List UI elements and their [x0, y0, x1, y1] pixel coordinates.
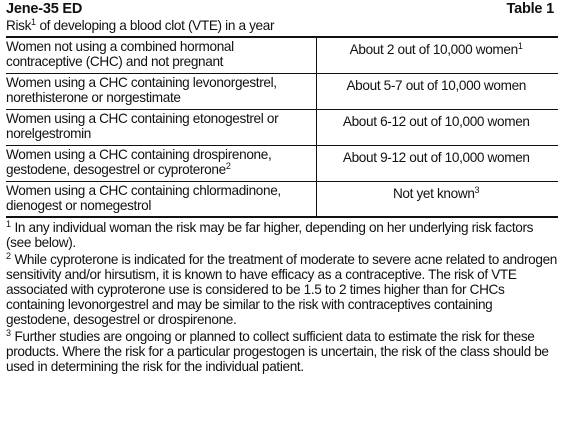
- risk-table: [6, 36, 558, 218]
- footnote-marker: 2: [6, 251, 12, 261]
- footnote-marker: 3: [474, 184, 480, 195]
- document-title: Jene-35 ED: [6, 1, 83, 17]
- risk-value: About 2 out of 10,000 women: [349, 42, 518, 57]
- footnote-text: In any individual woman the risk may be far higher, depending on her underlying risk factors (see below).: [6, 220, 534, 250]
- footnote-2: [6, 252, 558, 327]
- footnote-text: While cyproterone is indicated for the treatment of moderate to severe acne related to androgen sensitivity and/or hirsutism, it is known to have efficacy as a contraceptive. The risk of VTE associated with cyproterone use is considered to be 1.5 to 2 times higher than for CHCs containing levonorgestrel and may be similar to the risk with contraceptives containing gestodene, desogestrel or drospirenone.: [6, 252, 557, 327]
- table-subtitle: [6, 18, 558, 36]
- risk-value-cell: [316, 145, 558, 181]
- group-description: Women using a CHC containing etonogestrel or norelgestromin: [6, 110, 279, 141]
- subtitle-text-end: of developing a blood clot (VTE) in a year: [36, 18, 275, 33]
- table-row: [6, 109, 558, 145]
- group-description: Women not using a combined hormonal contraceptive (CHC) and not pregnant: [6, 39, 234, 69]
- risk-value: About 9-12 out of 10,000 women: [342, 149, 530, 165]
- subtitle-text-start: Risk: [6, 18, 32, 33]
- table-row: [6, 73, 558, 109]
- group-description: Women using a CHC containing drospirenone, gestodene, desogestrel or cyproterone: [6, 146, 272, 177]
- subtitle-footnote-marker: 1: [31, 17, 37, 27]
- footnote-3: [6, 329, 558, 374]
- risk-value-cell: [316, 37, 558, 73]
- group-description-cell: [6, 37, 316, 73]
- group-description: Women using a CHC containing levonorgestrel, norethisterone or norgestimate: [6, 74, 277, 105]
- risk-value: About 6-12 out of 10,000 women: [342, 113, 530, 129]
- table-number-label: Table 1: [506, 1, 554, 17]
- footnote-marker: 2: [225, 160, 231, 171]
- risk-value-cell: [316, 181, 558, 217]
- footnote-text: Further studies are ongoing or planned to collect sufficient data to estimate the risk for these products. Where the risk for a particular progestogen is uncertain, the risk of the class should be used in determining the risk for the individual patient.: [6, 329, 549, 374]
- footnote-marker: 1: [6, 219, 12, 229]
- group-description-cell: [6, 109, 316, 145]
- table-row: [6, 145, 558, 181]
- group-description: Women using a CHC containing chlormadinone, dienogest or nomegestrol: [6, 182, 281, 213]
- risk-value: Not yet known: [392, 185, 475, 201]
- table-header: [6, 0, 558, 17]
- footnote-1: [6, 220, 558, 250]
- table-row: [6, 37, 558, 73]
- document-page: [6, 0, 558, 374]
- footnote-marker: 1: [517, 41, 523, 51]
- risk-value-cell: [316, 109, 558, 145]
- group-description-cell: [6, 181, 316, 217]
- footnotes: [6, 220, 558, 374]
- footnote-marker: 3: [6, 328, 12, 338]
- risk-value: About 5-7 out of 10,000 women: [346, 77, 527, 93]
- group-description-cell: [6, 73, 316, 109]
- risk-value-cell: [316, 73, 558, 109]
- group-description-cell: [6, 145, 316, 181]
- table-row: [6, 181, 558, 217]
